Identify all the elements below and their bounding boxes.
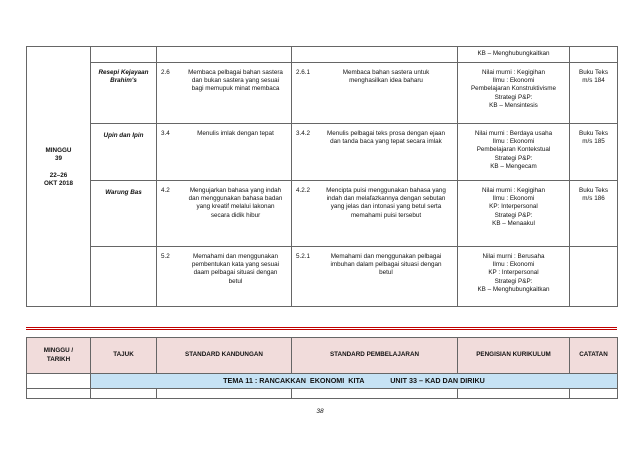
tajuk-cell <box>91 63 157 124</box>
theme-row <box>27 374 618 389</box>
pengisian-text: KB – Menghubungkaitkan <box>477 50 550 57</box>
sk-cell <box>157 247 292 307</box>
sk-cell-code: 3.4 <box>161 130 170 137</box>
empty-cell <box>27 389 91 399</box>
tajuk-cell-line: Warung Bas <box>105 189 142 196</box>
table-row <box>27 124 618 181</box>
catatan-cell <box>570 47 618 63</box>
standard-kandungan-text: pembentukan kata yang sesuai <box>191 261 280 269</box>
standard-kandungan-text: dan bukan sastera yang sesuai <box>191 77 280 85</box>
catatan-cell-line: Buku Teks <box>579 187 608 194</box>
sp-cell <box>292 181 458 247</box>
page-number: 38 <box>316 408 324 415</box>
pengisian-cell-line: KB – Menghubungkaitkan <box>477 285 550 293</box>
table-row <box>27 389 618 399</box>
pengisian-cell-line: Strategi P&P: <box>494 154 533 162</box>
pengisian-cell-line: Strategi P&P: <box>494 93 533 101</box>
pengisian-cell-line: Ilmu : Ekonomi <box>492 138 535 146</box>
pengisian-cell <box>458 124 570 181</box>
theme-cell: TEMA 11 : RANCAKKAN EKONOMI KITA UNIT 33 – KAD DAN DIRIKU <box>91 374 618 389</box>
sp-cell-code: 3.4.2 <box>296 130 311 137</box>
sp-cell-code: 4.2.2 <box>296 187 311 194</box>
pengisian-cell-line: Nilai murni : Kegigihan <box>482 69 545 76</box>
header-minggu <box>27 338 91 374</box>
standard-kandungan-text: secara didik hibur <box>210 211 261 219</box>
header-minggu-line1: MINGGU / <box>43 347 74 355</box>
sp-cell-code: 2.6.1 <box>296 69 311 76</box>
date-month: OKT 2018 <box>43 179 74 187</box>
sk-cell-code: 4.2 <box>161 187 170 194</box>
page-divider-top <box>26 327 617 328</box>
empty-cell <box>570 389 618 399</box>
pengisian-cell-line: Pembelajaran Konstruktivisme <box>470 85 557 93</box>
pengisian-cell-line: KB – Mengecam <box>490 162 537 170</box>
standard-pembelajaran-text: yang jelas dan intonasi yang betul serta <box>330 203 442 211</box>
standard-pembelajaran-text: dan tanda baca yang tepat secara imlak <box>330 138 442 146</box>
standard-pembelajaran-text: Membaca bahan sastera untuk <box>342 69 430 76</box>
empty-cell <box>292 389 458 399</box>
header-tajuk: TAJUK <box>91 338 157 374</box>
table-row <box>27 47 618 63</box>
sk-cell <box>157 63 292 124</box>
tajuk-cell <box>91 124 157 181</box>
standard-pembelajaran-text: Memahami dan menggunakan pelbagai <box>330 253 442 260</box>
pengisian-cell <box>458 247 570 307</box>
sp-cell <box>292 124 458 181</box>
tajuk-cell-line: Brahim's <box>110 77 137 85</box>
tajuk-cell-line: Resepi Kejayaan <box>98 69 149 76</box>
pengisian-cell-line: KB – Menaakul <box>492 219 535 227</box>
pengisian-cell-line: Strategi P&P: <box>494 277 533 285</box>
pengisian-cell-line: Nilai murni : Kegigihan <box>482 187 545 194</box>
theme-spacer-cell <box>27 374 91 389</box>
table-row <box>27 181 618 247</box>
sk-cell-code: 5.2 <box>161 253 170 260</box>
pengisian-cell-line: KB – Mensintesis <box>489 101 538 109</box>
pengisian-cell <box>458 181 570 247</box>
header-catatan: CATATAN <box>570 338 618 374</box>
sk-cell <box>157 124 292 181</box>
pengisian-cell <box>458 47 570 63</box>
tajuk-cell <box>91 247 157 307</box>
sk-cell-code: 2.6 <box>161 69 170 76</box>
standard-pembelajaran-text: Menulis pelbagai teks prosa dengan ejaan <box>327 130 445 137</box>
date-range: 22–26 <box>49 171 68 179</box>
empty-cell <box>157 389 292 399</box>
standard-pembelajaran-text: menghasilkan idea baharu <box>349 77 423 85</box>
tajuk-cell-line: Upin dan Ipin <box>103 132 144 139</box>
header-minggu-line2: TARIKH <box>46 355 71 363</box>
catatan-cell-line: Buku Teks <box>579 69 608 76</box>
pengisian-cell-line: Pembelajaran Kontekstual <box>476 146 551 154</box>
standard-kandungan-text: Mengujarkan bahasa yang indah <box>189 187 282 194</box>
standard-pembelajaran-text: indah dan melafazkannya dengan sebutan <box>326 195 446 203</box>
catatan-cell <box>570 124 618 181</box>
pengisian-cell-line: KP : Interpersonal <box>488 269 539 277</box>
minggu-cell <box>27 47 91 307</box>
pengisian-cell-line: Ilmu : Ekonomi <box>492 195 535 203</box>
header-pengisian-kurikulum: PENGISIAN KURIKULUM <box>458 338 570 374</box>
standard-kandungan-text: betul <box>228 277 243 285</box>
sk-cell <box>157 47 292 63</box>
standard-pembelajaran-text: memahami puisi tersebut <box>350 211 422 219</box>
catatan-cell-line: Buku Teks <box>579 130 608 137</box>
standard-kandungan-text: yang kreatif melalui lakonan <box>196 203 275 211</box>
pengisian-cell <box>458 63 570 124</box>
week-number: 39 <box>54 155 62 163</box>
tajuk-cell <box>91 181 157 247</box>
top-lesson-table <box>26 46 618 307</box>
header-row <box>27 338 618 374</box>
standard-kandungan-text: Membaca pelbagai bahan sastera <box>188 69 283 76</box>
sp-cell <box>292 47 458 63</box>
sk-cell <box>157 181 292 247</box>
standard-pembelajaran-text: Mencipta puisi menggunakan bahasa yang <box>326 187 446 194</box>
standard-kandungan-text: Menulis imlak dengan tepat <box>197 130 274 137</box>
sp-cell <box>292 63 458 124</box>
header-standard-pembelajaran: STANDARD PEMBELAJARAN <box>292 338 458 374</box>
catatan-cell <box>570 247 618 307</box>
pengisian-cell-line: Nilai murni : Berdaya usaha <box>474 130 553 137</box>
catatan-cell-line: m/s 186 <box>582 195 605 203</box>
pengisian-cell-line: KP: Interpersonal <box>489 203 538 211</box>
standard-kandungan-text: dan menggunakan bahasa badan <box>188 195 283 203</box>
standard-pembelajaran-text: imbuhan dalam pelbagai situasi dengan <box>330 261 442 269</box>
pengisian-cell-line: Strategi P&P: <box>494 211 533 219</box>
pengisian-cell-line: Ilmu : Ekonomi <box>492 261 535 269</box>
sp-cell <box>292 247 458 307</box>
page-divider-bottom <box>26 329 617 330</box>
standard-kandungan-text: daam pelbagai situasi dengan <box>193 269 278 277</box>
table-row <box>27 63 618 124</box>
standard-kandungan-text: Memahami dan menggunakan <box>192 253 279 260</box>
pengisian-cell-line: Nilai murni : Berusaha <box>482 253 545 260</box>
catatan-cell <box>570 181 618 247</box>
catatan-cell-line: m/s 185 <box>582 138 605 146</box>
standard-pembelajaran-text: betul <box>379 269 393 277</box>
sp-cell-code: 5.2.1 <box>296 253 311 260</box>
standard-kandungan-text: bagi memupuk minat membaca <box>191 85 280 93</box>
tajuk-cell <box>91 47 157 63</box>
pengisian-cell-line: Ilmu : Ekonomi <box>492 77 535 85</box>
catatan-cell-line: m/s 184 <box>582 77 605 85</box>
catatan-cell <box>570 63 618 124</box>
bottom-header-table <box>26 337 618 399</box>
table-row <box>27 247 618 307</box>
minggu-label: MINGGU <box>45 147 72 155</box>
empty-cell <box>458 389 570 399</box>
header-standard-kandungan: STANDARD KANDUNGAN <box>157 338 292 374</box>
empty-cell <box>91 389 157 399</box>
